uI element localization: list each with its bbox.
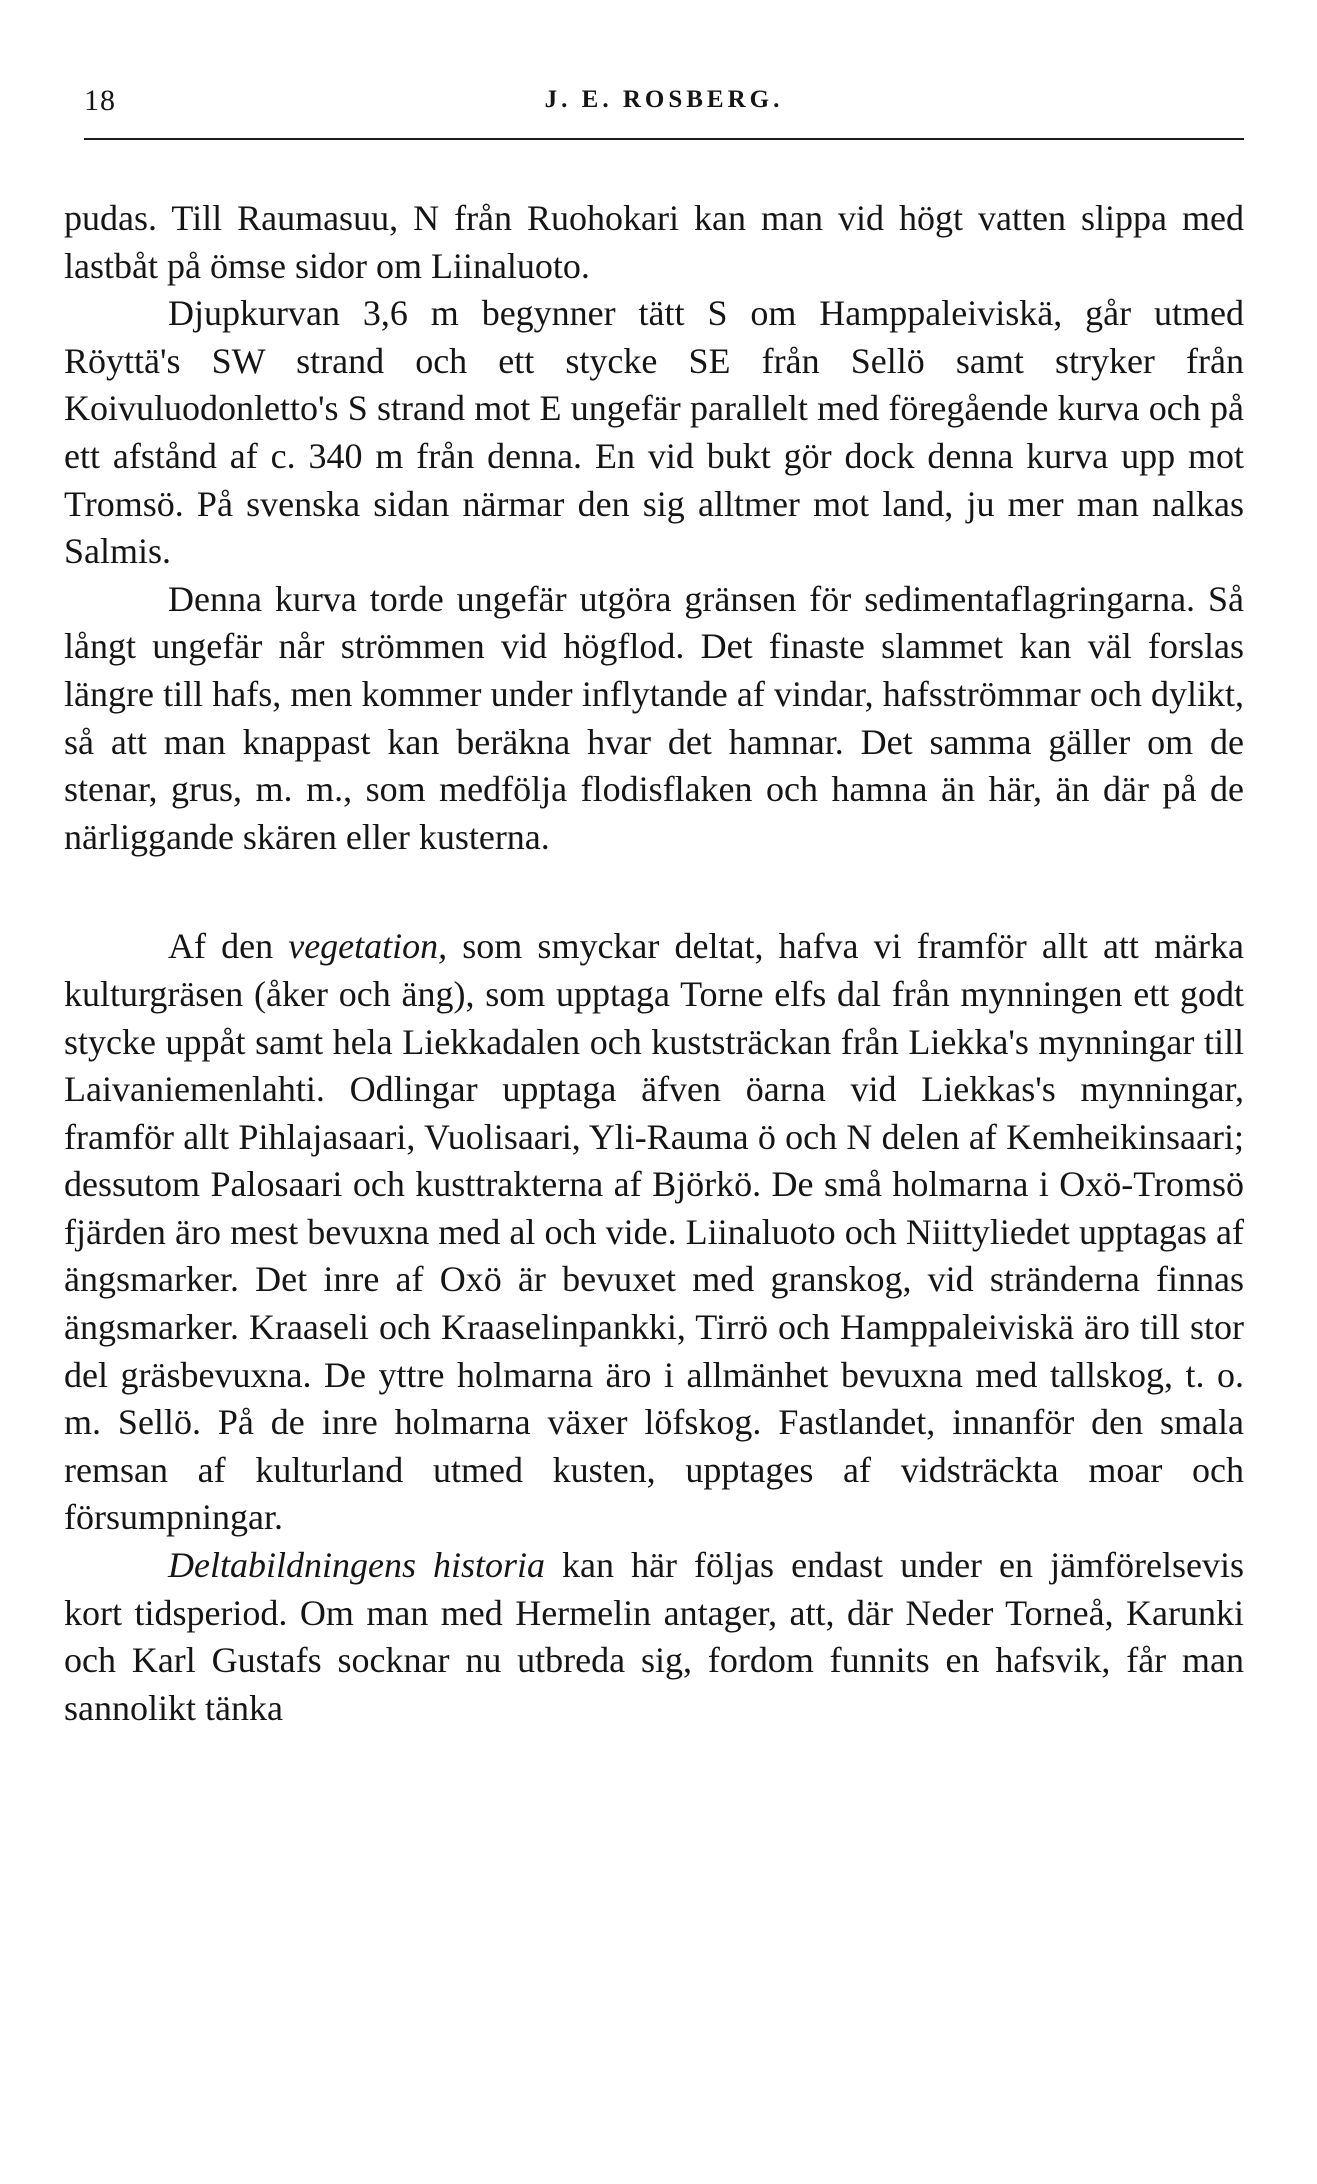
paragraph-delta-history	[64, 1542, 1244, 1732]
page-number: 18	[84, 84, 116, 117]
header-rule	[84, 138, 1244, 140]
paragraph-sediment-limit: Denna kurva torde ungefär utgöra gränsen för sedimentaflagringarna. Så långt ungefär når strömmen vid högflod. Det finaste slammet kan väl forslas längre till hafs, men kommer under inflytande af vindar, hafsströmmar och dylikt, så att man knappast kan beräkna hvar det hamnar. Det samma gäller om de stenar, grus, m. m., som medfölja flodisflaken och hamna än här, än där på de närliggande skären eller kusterna.	[64, 578, 1244, 857]
paragraph-continuation: pudas. Till Raumasuu, N från Ruohokari kan man vid högt vatten slippa med lastbåt på ömse sidor om Liinaluoto.	[64, 198, 1244, 286]
body-text	[64, 195, 1244, 1732]
running-title: J. E. ROSBERG.	[544, 86, 784, 113]
vegetation-text: som smyckar deltat, hafva vi framför allt att märka kulturgräsen (åker och äng), som upptaga Torne elfs dal från mynningen ett godt stycke uppåt samt hela Liekkadalen och kuststräckan från Liekka's mynningar till Laivaniemenlahti. Odlingar upptaga äfven öarna vid Liekkas's mynningar, framför allt Pihlajasaari, Vuolisaari, Yli-Rauma ö och N delen af Kemheikinsaari; dessutom Palosaari och kusttrakterna af Björkö. De små holmarna i Oxö-Tromsö fjärden äro mest bevuxna med al och vide. Liinaluoto och Niittyliedet upptagas af ängsmarker. Det inre af Oxö är bevuxet med granskog, vid stränderna finnas ängsmarker. Kraaseli och Kraaselinpankki, Tirrö och Hamppaleiviskä äro till stor del gräsbevuxna. De yttre holmarna äro i allmänhet bevuxna med tallskog, t. o. m. Sellö. På de inre holmarna växer löfskog. Fastlandet, innanför den smala remsan af kulturland utmed kusten, upptages af vidsträckta moar och försumpningar.	[64, 926, 1244, 1538]
vegetation-intro: Af den	[168, 926, 289, 967]
section-gap	[64, 861, 1244, 923]
delta-history-term: Deltabildningens historia	[168, 1545, 546, 1586]
paragraph-depth-curve: Djupkurvan 3,6 m begynner tätt S om Hamppaleiviskä, går utmed Röyttä's SW strand och ett stycke SE från Sellö samt stryker från Koivuluodonletto's S strand mot E ungefär parallelt med föregående kurva och på ett afstånd af c. 340 m från denna. En vid bukt gör dock denna kurva upp mot Tromsö. På svenska sidan närmar den sig alltmer mot land, ju mer man nalkas Salmis.	[64, 293, 1244, 572]
delta-history-text: kan här följas endast under en jämförelsevis kort tidsperiod. Om man med Hermelin antager, att, där Neder Torneå, Karunki och Karl Gustafs socknar nu utbreda sig, fordom funnits en hafsvik, får man sannolikt tänka	[64, 1545, 1245, 1728]
running-head	[84, 84, 1244, 124]
vegetation-term: vegetation,	[288, 926, 448, 967]
paragraph-vegetation	[64, 923, 1244, 1542]
